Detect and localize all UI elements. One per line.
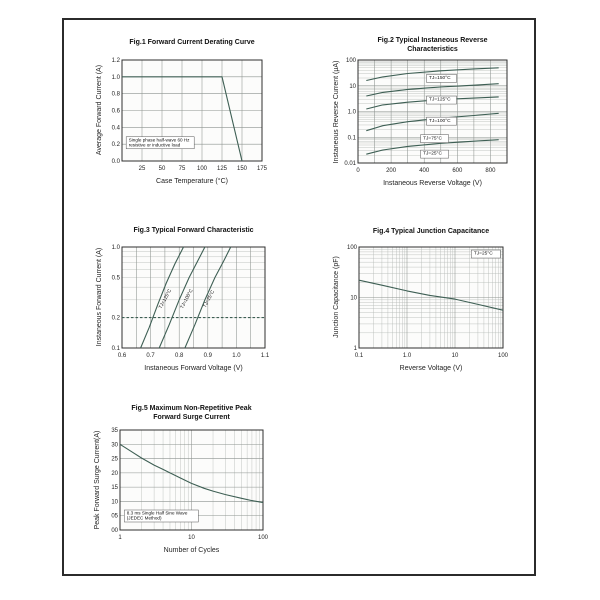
figure-1-y-axis-label: Average Forward Current (A) (96, 64, 103, 156)
figure-5-title-line1: Fig.5 Maximum Non-Repetitive Peak (131, 405, 252, 412)
figure-2-title-line2: Characteristics (407, 46, 458, 53)
svg-text:100: 100 (346, 245, 357, 251)
svg-text:TJ=150°C: TJ=150°C (429, 76, 451, 82)
figure-4-y-axis-label: Junction Capacitance (pF) (333, 256, 340, 338)
figure-5-x-axis-label: Number of Cycles (163, 547, 220, 554)
svg-text:800: 800 (485, 168, 496, 174)
figure-2-chart (328, 54, 517, 179)
svg-text:0: 0 (356, 168, 360, 174)
svg-text:10: 10 (451, 353, 459, 359)
svg-text:15: 15 (111, 485, 118, 492)
svg-text:TJ=125°C: TJ=125°C (429, 97, 451, 103)
svg-text:TJ=100°C: TJ=100°C (429, 118, 451, 124)
figure-4-chart (329, 241, 513, 364)
svg-text:30: 30 (111, 442, 118, 449)
svg-text:TJ=100°C: TJ=100°C (180, 288, 195, 310)
svg-text:200: 200 (386, 168, 397, 174)
svg-text:100: 100 (257, 535, 269, 541)
svg-text:0.9: 0.9 (203, 353, 212, 359)
figure-3-x-axis-label: Instaneous Forward Voltage (V) (144, 365, 243, 372)
figure-4-junction-capacitance (329, 227, 513, 385)
figure-3-title-line1: Fig.3 Typical Forward Characteristic (133, 227, 254, 234)
svg-text:TJ=125°C: TJ=125°C (158, 288, 174, 310)
svg-text:TJ=25°C: TJ=25°C (423, 151, 442, 157)
svg-text:0.0: 0.0 (111, 159, 120, 165)
figure-5-title (110, 404, 273, 422)
figure-3-title (112, 226, 275, 235)
svg-text:05: 05 (111, 513, 118, 520)
svg-text:0.8: 0.8 (175, 353, 184, 359)
svg-text:1.0: 1.0 (111, 74, 120, 81)
figure-2-title-line1: Fig.2 Typical Instaneous Reverse (377, 37, 488, 44)
svg-text:0.5: 0.5 (111, 275, 120, 282)
svg-text:(JEDEC Method): (JEDEC Method) (126, 515, 162, 521)
svg-text:0.8: 0.8 (111, 91, 120, 98)
svg-text:150: 150 (236, 166, 248, 172)
svg-text:125: 125 (216, 166, 228, 172)
figure-5-chart (90, 424, 273, 546)
figure-1-derating-curve (92, 38, 272, 198)
figure-5-title-line2: Forward Surge Current (153, 414, 230, 421)
svg-text:100: 100 (497, 353, 509, 359)
figure-5-y-axis-label: Peak Forward Surge Current(A) (94, 430, 101, 530)
svg-text:TJ=75°C: TJ=75°C (423, 136, 442, 142)
svg-text:0.01: 0.01 (344, 161, 356, 167)
figure-1-x-axis-label: Case Temperature (°C) (156, 178, 228, 185)
figure-3-chart (92, 241, 275, 364)
figure-3-forward-characteristic (92, 226, 275, 384)
svg-text:resistive or inductive load: resistive or inductive load (128, 142, 181, 148)
svg-text:1.0: 1.0 (347, 109, 356, 116)
svg-text:0.2: 0.2 (111, 315, 120, 322)
svg-text:10: 10 (349, 83, 356, 90)
svg-text:8.3 ms Single Half Sine Wave: 8.3 ms Single Half Sine Wave (126, 510, 188, 516)
svg-text:25: 25 (111, 456, 118, 463)
svg-text:10: 10 (111, 499, 118, 506)
svg-text:50: 50 (158, 166, 166, 172)
svg-text:0.7: 0.7 (146, 353, 155, 359)
svg-text:10: 10 (350, 295, 357, 302)
svg-text:1: 1 (118, 535, 122, 541)
svg-text:0.1: 0.1 (111, 346, 120, 352)
svg-text:35: 35 (111, 428, 118, 434)
figure-2-y-axis-label: Instaneous Reverse Current (μA) (333, 60, 340, 164)
svg-text:25: 25 (138, 166, 146, 172)
svg-text:75: 75 (178, 166, 186, 172)
svg-text:100: 100 (196, 166, 208, 172)
svg-text:20: 20 (111, 470, 118, 477)
svg-text:1.1: 1.1 (260, 353, 270, 359)
svg-text:0.1: 0.1 (347, 135, 356, 142)
svg-text:0.4: 0.4 (111, 125, 120, 132)
svg-text:1.2: 1.2 (111, 58, 120, 64)
svg-text:1.0: 1.0 (402, 353, 412, 359)
svg-text:400: 400 (419, 168, 430, 174)
figure-2-x-axis-label: Instaneous Reverse Voltage (V) (383, 180, 482, 187)
svg-text:1.0: 1.0 (232, 353, 241, 359)
svg-text:100: 100 (345, 58, 356, 64)
svg-text:600: 600 (452, 168, 463, 174)
figure-1-title-line1: Fig.1 Forward Current Derating Curve (129, 39, 255, 46)
svg-text:0.1: 0.1 (354, 353, 364, 359)
figure-2-title (348, 36, 517, 54)
figure-2-reverse-characteristics (328, 36, 517, 200)
figure-3-y-axis-label: Instaneous Forward Current (A) (96, 247, 103, 347)
svg-text:175: 175 (256, 166, 268, 172)
svg-text:00: 00 (111, 528, 118, 534)
svg-text:1: 1 (353, 346, 357, 352)
svg-text:0.6: 0.6 (117, 353, 127, 359)
svg-text:TJ=25°C: TJ=25°C (473, 251, 493, 257)
figure-4-title (349, 227, 513, 236)
figure-4-x-axis-label: Reverse Voltage (V) (399, 365, 463, 372)
svg-text:Single phase half-wave 60 Hz: Single phase half-wave 60 Hz (128, 137, 190, 143)
figure-1-title (112, 38, 272, 47)
svg-text:10: 10 (188, 535, 195, 541)
figure-1-chart (92, 54, 272, 177)
figure-4-title-line1: Fig.4 Typical Junction Capacitance (372, 228, 490, 235)
figure-5-surge-current (90, 404, 273, 568)
svg-text:0.2: 0.2 (111, 142, 120, 149)
svg-text:0.6: 0.6 (111, 108, 120, 115)
svg-text:1.0: 1.0 (111, 245, 120, 251)
svg-text:TJ=25°C: TJ=25°C (202, 289, 217, 309)
